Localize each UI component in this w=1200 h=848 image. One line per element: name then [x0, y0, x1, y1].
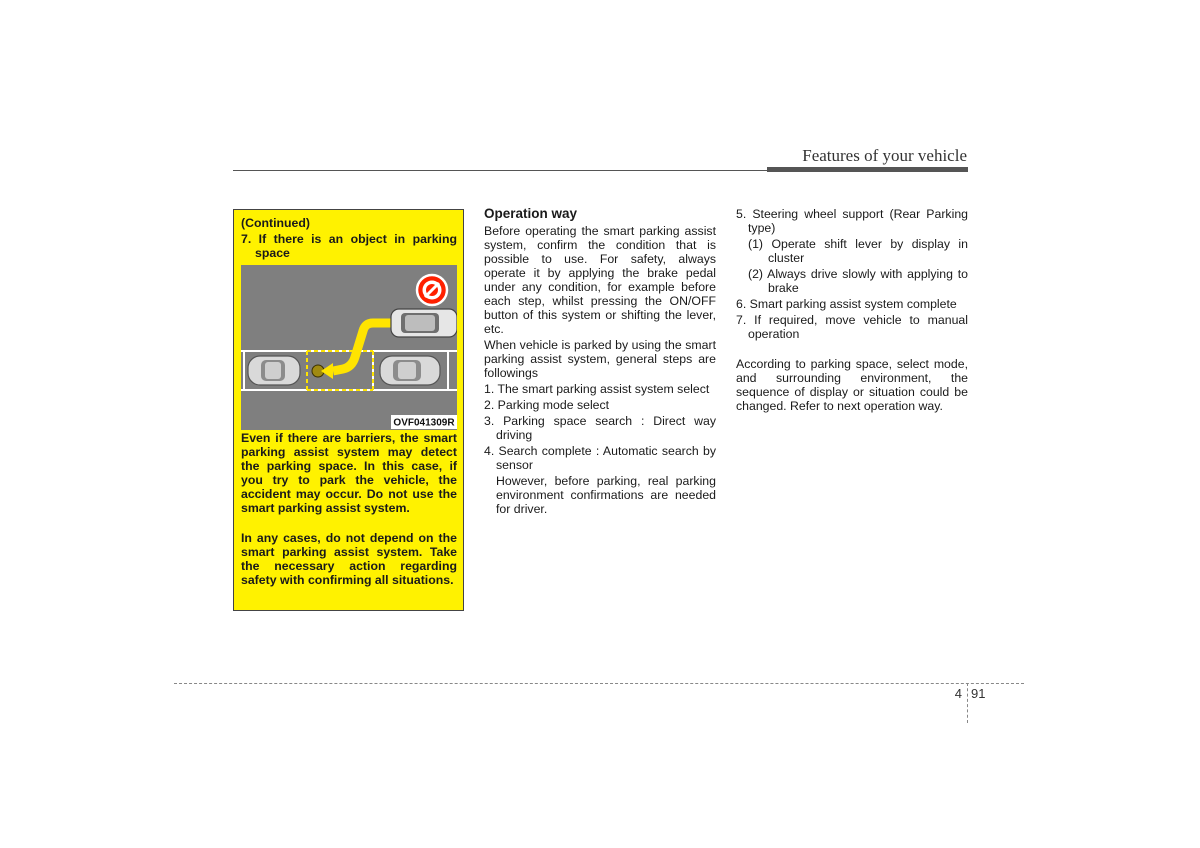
warning-item: 7. If there is an object in parking space [241, 232, 457, 260]
header-rule [233, 170, 767, 171]
right-column [736, 207, 968, 415]
warning-box [233, 209, 464, 611]
step-2: 2. Parking mode select [484, 398, 610, 412]
step-3: 3. Parking space search : Direct way driving [484, 414, 716, 442]
step-5: 5. Steering wheel support (Rear Parking type) [736, 207, 968, 235]
header-bar [767, 167, 968, 172]
parked-car-left [248, 356, 300, 385]
page-chapter: 4 [954, 686, 962, 701]
step-7: 7. If required, move vehicle to manual operation [736, 313, 968, 341]
header-title: Features of your vehicle [802, 146, 967, 165]
image-code: OVF041309R [393, 417, 455, 429]
page-number: 91 [971, 686, 986, 701]
step-5-sub-1: (1) Operate shift lever by display in cluster [748, 237, 968, 265]
step-5-sub-2: (2) Always drive slowly with applying to brake [748, 267, 968, 295]
spacer [736, 343, 968, 357]
warning-continued: (Continued) [241, 216, 310, 230]
prohibit-icon [417, 275, 447, 305]
step-4-note: However, before parking, real parking environment confirmations are needed for driver. [496, 474, 716, 516]
section-title: Operation way [484, 206, 578, 221]
step-1: 1. The smart parking assist system select [484, 382, 710, 396]
step-6: 6. Smart parking assist system complete [736, 297, 957, 311]
parked-car-right [380, 356, 440, 385]
warning-paragraph-1: Even if there are barriers, the smart parking assist system may detect the parking space. In this case, if you try to park the vehicle, the accident may occur. Do not use the smart parking assist system. [241, 431, 457, 515]
warning-paragraph-2: In any cases, do not depend on the smart parking assist system. Take the necessary action regarding safety with confirming all situations. [241, 531, 457, 587]
middle-column [484, 207, 716, 518]
steps-intro: When vehicle is parked by using the smart parking assist system, general steps are followings [484, 338, 716, 380]
moving-vehicle [391, 309, 457, 337]
step-4: 4. Search complete : Automatic search by sensor [484, 444, 716, 472]
parking-illustration [241, 265, 457, 430]
footer-rule [174, 683, 1024, 684]
footer-divider [967, 683, 968, 723]
closing-paragraph: According to parking space, select mode, and surrounding environment, the sequence of display or situation could be changed. Refer to next operation way. [736, 357, 968, 413]
intro-paragraph: Before operating the smart parking assist system, confirm the condition that is possible to use. For safety, always operate it by applying the brake pedal under any condition, for example before each step, whilst pressing the ON/OFF button of this system or shifting the lever, etc. [484, 224, 716, 336]
